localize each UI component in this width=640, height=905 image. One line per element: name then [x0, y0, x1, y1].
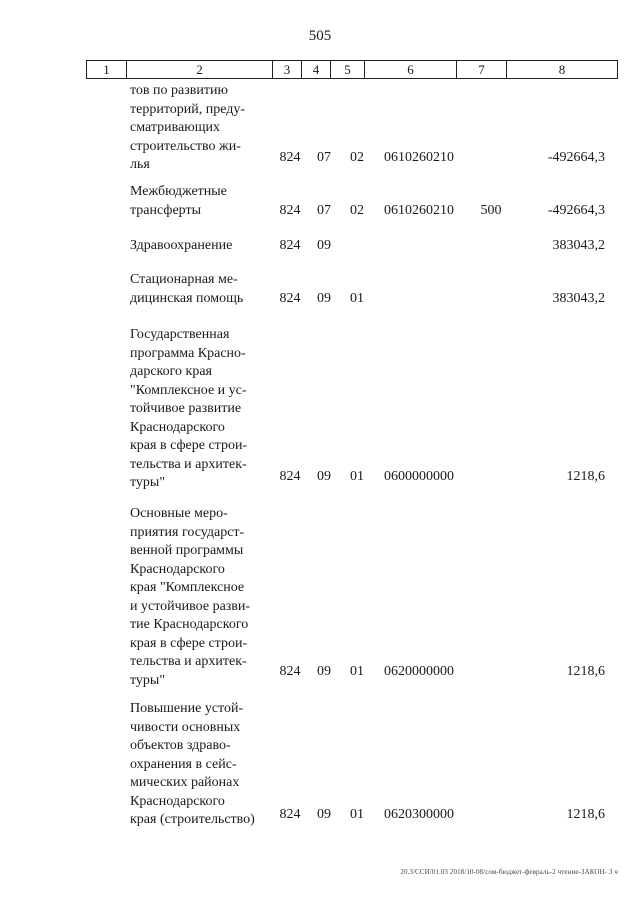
row-code-5: 01	[350, 469, 364, 484]
header-col-3: 3	[272, 61, 301, 78]
row-name: Государственная программа Красно- дарского края "Комплексное и ус- тойчивое развитие Краснодарского края в сфере строи- тельства и архитек- туры"	[130, 327, 248, 490]
row-code-4: 07	[317, 203, 331, 218]
row-code-5: 01	[350, 807, 364, 822]
header-col-2: 2	[126, 61, 272, 78]
row-code-3: 824	[279, 203, 301, 218]
row-code-5: 01	[350, 291, 364, 306]
row-code-7: 500	[480, 203, 502, 218]
row-code-5: 02	[350, 203, 364, 218]
row-code-4: 09	[317, 664, 331, 679]
header-col-6: 6	[364, 61, 456, 78]
row-code-6: 0610260210	[384, 150, 454, 165]
row-code-3: 824	[279, 807, 301, 822]
row-name: Стационарная ме- дицинская помощь	[130, 272, 244, 306]
document-footer: 20.3/ССИ/01.03 2018/10-08/сом-бюджет-февраль-2 чтение-ЗАКОН- 3 ч	[400, 868, 618, 876]
row-code-6: 0620300000	[384, 807, 454, 822]
row-code-6: 0600000000	[384, 469, 454, 484]
header-col-1: 1	[86, 61, 126, 78]
row-amount: 383043,2	[552, 291, 605, 306]
row-amount: -492664,3	[547, 203, 605, 218]
row-code-4: 09	[317, 469, 331, 484]
row-code-3: 824	[279, 291, 301, 306]
row-amount: 1218,6	[566, 664, 605, 679]
row-amount: 383043,2	[552, 238, 605, 253]
header-col-7: 7	[456, 61, 506, 78]
table-header	[86, 60, 618, 79]
row-amount: 1218,6	[566, 807, 605, 822]
row-code-3: 824	[279, 469, 301, 484]
row-code-4: 09	[317, 807, 331, 822]
row-code-5: 02	[350, 150, 364, 165]
row-amount: -492664,3	[547, 150, 605, 165]
row-name: Межбюджетные трансферты	[130, 184, 227, 218]
header-col-5: 5	[330, 61, 364, 78]
page-number: 505	[308, 28, 332, 44]
row-code-4: 09	[317, 291, 331, 306]
row-name: Повышение устой- чивости основных объектов здраво- охранения в сейс- мических районах Краснодарского края (строительство)	[130, 701, 255, 827]
header-col-4: 4	[301, 61, 330, 78]
row-code-3: 824	[279, 664, 301, 679]
row-name: тов по развитию территорий, преду- сматривающих строительство жи- лья	[130, 83, 246, 172]
row-code-4: 07	[317, 150, 331, 165]
header-col-8: 8	[506, 61, 618, 78]
row-code-3: 824	[279, 238, 301, 253]
row-name: Здравоохранение	[130, 238, 233, 253]
row-code-4: 09	[317, 238, 331, 253]
row-code-5: 01	[350, 664, 364, 679]
row-name: Основные меро- приятия государст- венной программы Краснодарского края "Комплексное и устойчивое разви- тие Краснодарского края в сфере строи- тельства и архитек- туры"	[130, 506, 251, 688]
row-code-6: 0610260210	[384, 203, 454, 218]
row-code-6: 0620000000	[384, 664, 454, 679]
row-code-3: 824	[279, 150, 301, 165]
row-amount: 1218,6	[566, 469, 605, 484]
